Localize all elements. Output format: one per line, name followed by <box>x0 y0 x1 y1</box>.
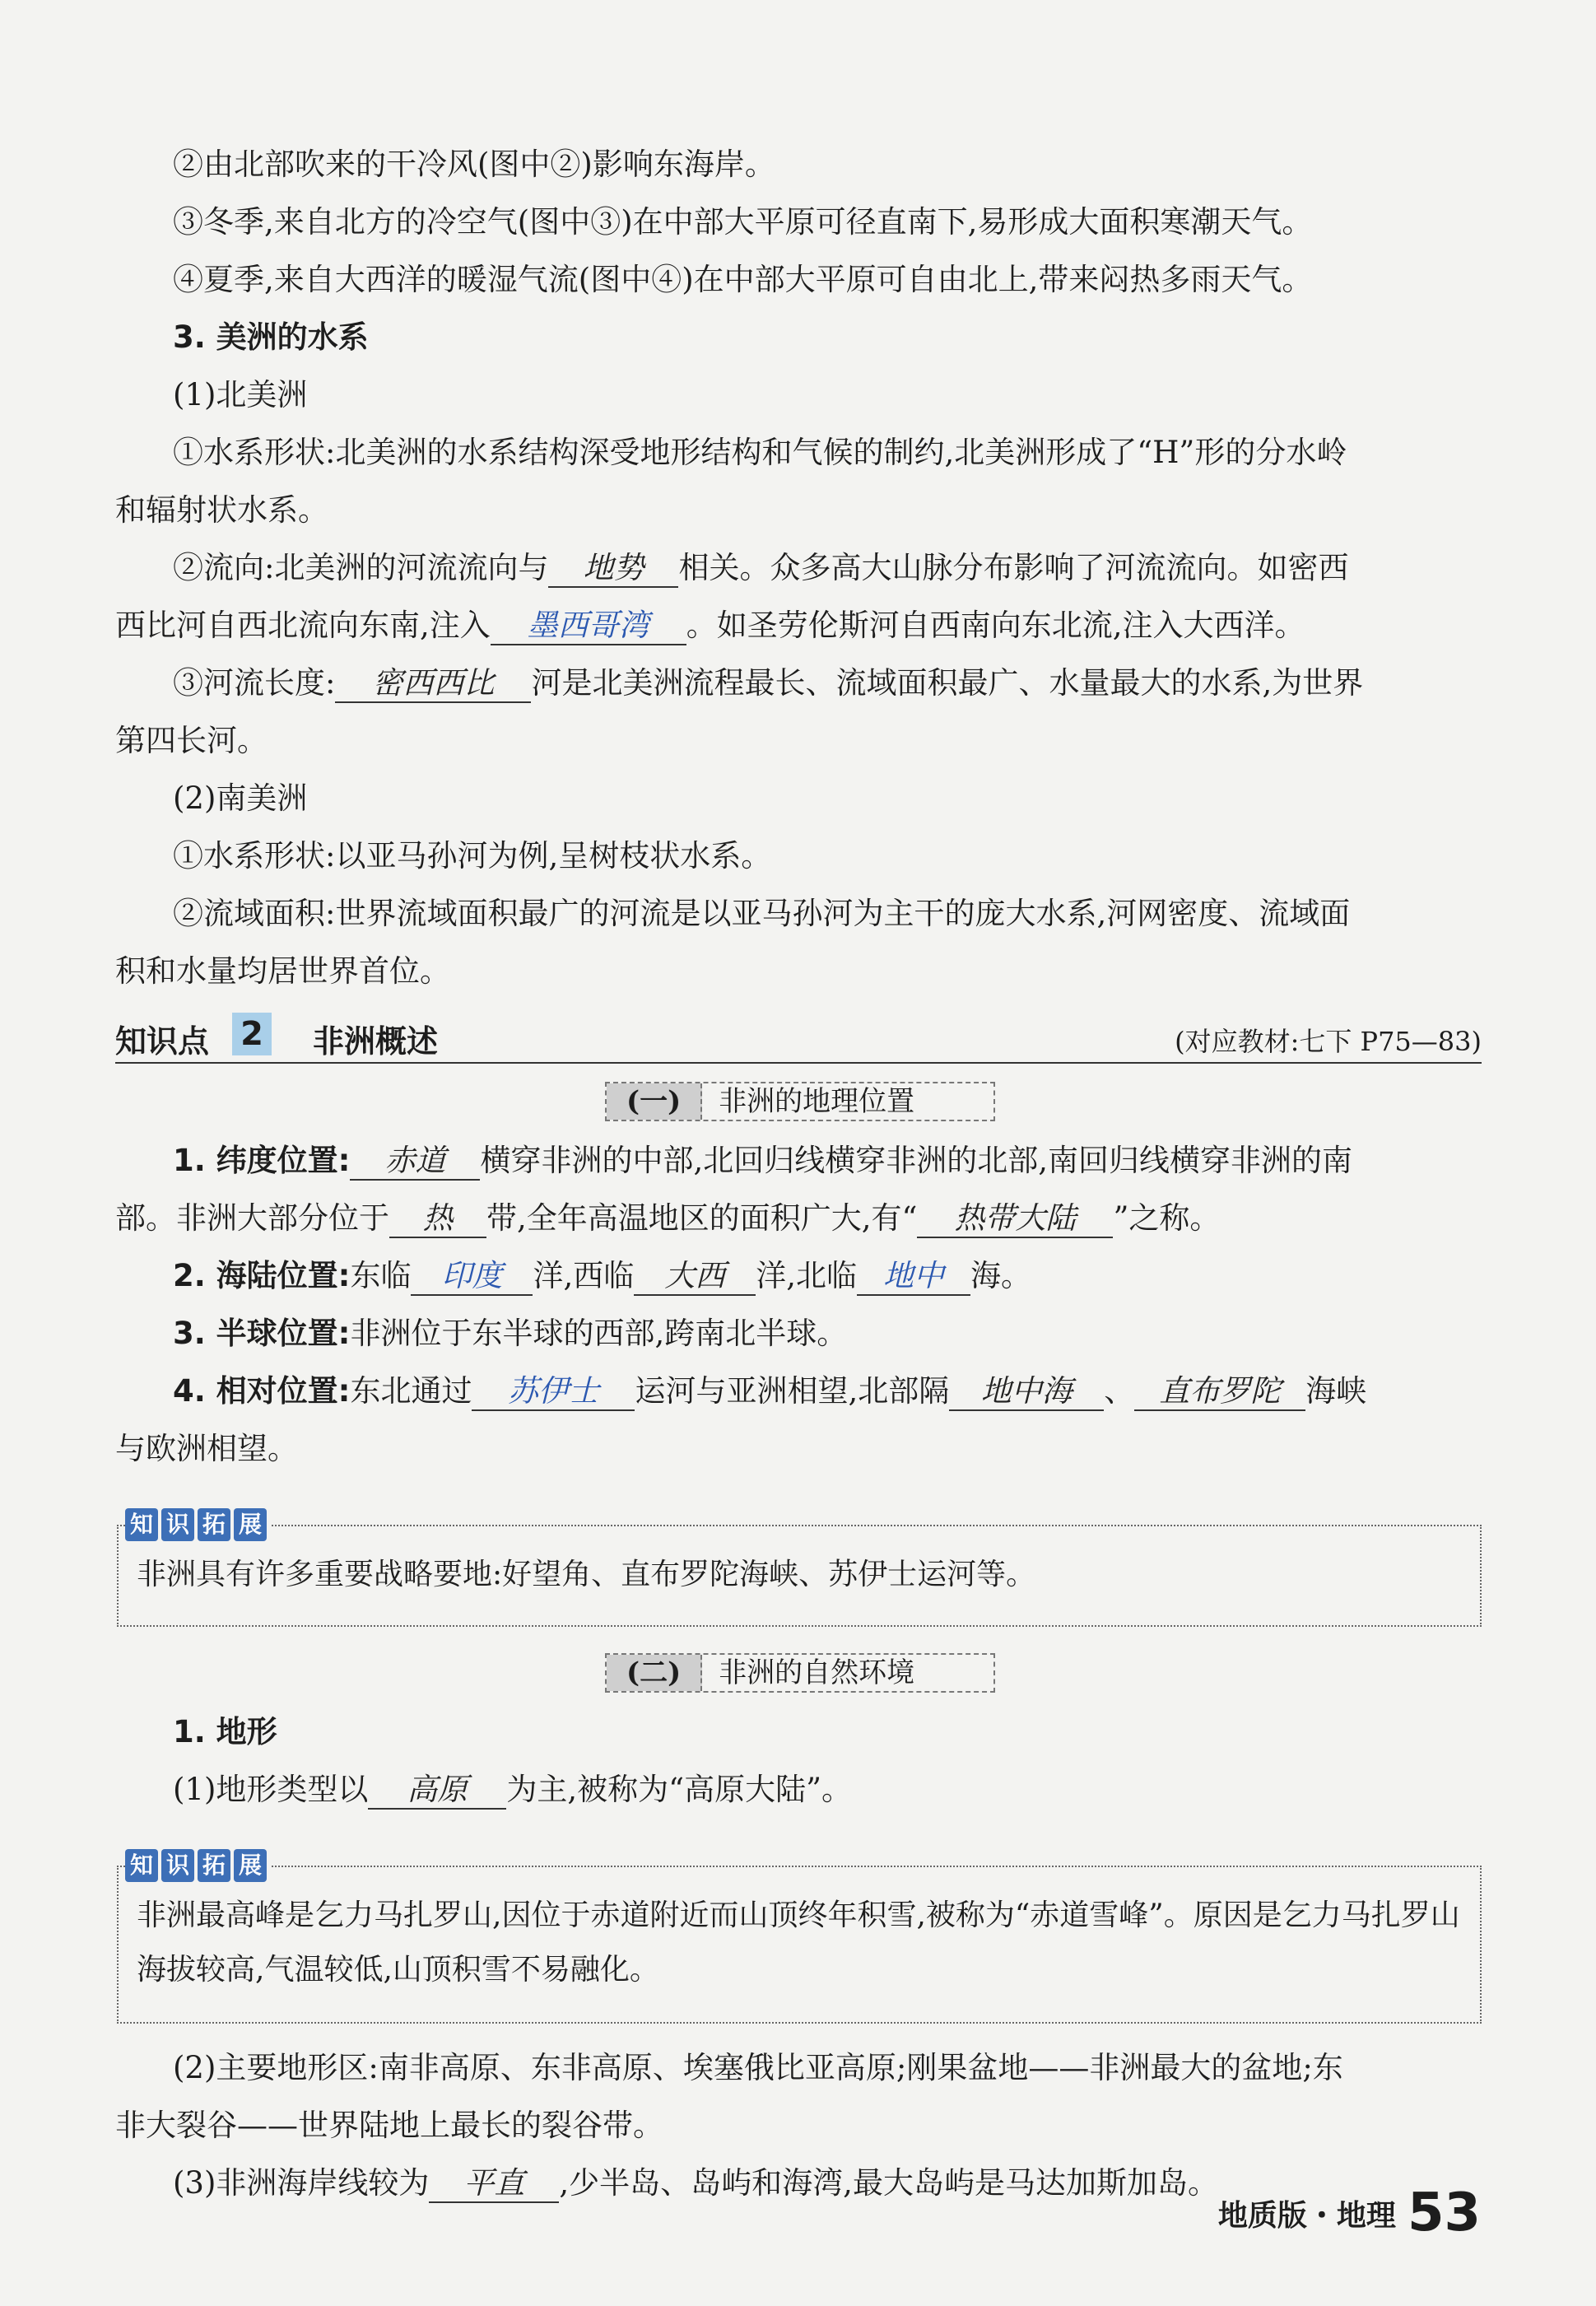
climate-line-3: ③冬季,来自北方的冷空气(图中③)在中部大平原可径直南下,易形成大面积寒潮天气。 <box>173 204 1313 240</box>
subsection-header-2: (二) 非洲的自然环境 <box>605 1653 995 1693</box>
climate-line-2: ②由北部吹来的干冷风(图中②)影响东海岸。 <box>173 147 775 182</box>
blank-answer: 地中海 <box>949 1373 1104 1411</box>
sa-heading: (2)南美洲 <box>173 780 308 816</box>
section-label: 知识点 <box>115 1023 210 1060</box>
blank-answer: 热带大陆 <box>917 1200 1113 1238</box>
page-number: 53 <box>1407 2183 1481 2243</box>
na-flow-line-1: ②流向:北美洲的河流流向与 地势 相关。众多高大山脉分布影响了河流流向。如密西 <box>173 548 1482 588</box>
knowledge-extension-box-2 <box>117 1852 1482 2024</box>
na-length-line-2: 第四长河。 <box>115 723 268 758</box>
coastline-line: (3)非洲海岸线较为 平直 ,少半岛、岛屿和海湾,最大岛屿是马达加斯加岛。 <box>173 2164 1482 2203</box>
subsection-header-1: (一) 非洲的地理位置 <box>605 1082 995 1121</box>
na-length-line-1: ③河流长度: 密西西比 河是北美洲流程最长、流域面积最广、水量最大的水系,为世界 <box>173 664 1482 703</box>
blank-answer: 热 <box>389 1200 486 1238</box>
sa-shape-line: ①水系形状:以亚马孙河为例,呈树枝状水系。 <box>173 838 772 873</box>
relative-line-2: 与欧洲相望。 <box>115 1431 298 1466</box>
blank-answer: 地势 <box>548 550 678 588</box>
hemisphere-line: 3. 半球位置:非洲位于东半球的西部,跨南北半球。 <box>173 1316 848 1351</box>
relative-line-1: 4. 相对位置:东北通过 苏伊士 运河与亚洲相望,北部隔 地中海 、 直布罗陀 海峡 <box>173 1372 1482 1411</box>
terrain-type-line: (1)地形类型以 高原 为主,被称为“高原大陆”。 <box>173 1770 1482 1810</box>
extension-text-1: 非洲具有许多重要战略要地:好望角、直布罗陀海峡、苏伊士运河等。 <box>137 1558 1036 1591</box>
blank-answer: 密西西比 <box>335 665 531 703</box>
sea-land-line: 2. 海陆位置:东临 印度 洋,西临 大西 洋,北临 地中 海。 <box>173 1256 1482 1296</box>
terrain-regions-line-1: (2)主要地形区:南非高原、东非高原、埃塞俄比亚高原;刚果盆地——非洲最大的盆地;东 <box>173 2050 1343 2085</box>
terrain-heading: 1. 地形 <box>173 1714 277 1749</box>
footer-brand: 地质版・地理 <box>1217 2199 1396 2233</box>
section-header <box>115 1013 1482 1064</box>
section-title: 非洲概述 <box>313 1023 439 1060</box>
blank-answer: 大西 <box>634 1258 756 1296</box>
extension-text-2: 非洲最高峰是乞力马扎罗山,因位于赤道附近而山顶终年积雪,被称为“赤道雪峰”。原因是乞力马扎罗山海拔较高,气温较低,山顶积雪不易融化。 <box>137 1898 1460 1987</box>
water-heading: 3. 美洲的水系 <box>173 319 369 355</box>
blank-answer: 墨西哥湾 <box>491 608 686 645</box>
blank-answer: 平直 <box>429 2165 559 2203</box>
blank-answer: 直布罗陀 <box>1134 1373 1305 1411</box>
sa-area-line-1: ②流域面积:世界流域面积最广的河流是以亚马孙河为主干的庞大水系,河网密度、流域面 <box>173 896 1351 931</box>
section-number: 2 <box>232 1013 272 1055</box>
blank-answer: 苏伊士 <box>472 1373 635 1411</box>
blank-answer: 印度 <box>411 1258 533 1296</box>
section-reference: (对应教材:七下 P75—83) <box>1175 1026 1482 1057</box>
na-heading: (1)北美洲 <box>173 377 308 412</box>
climate-line-4: ④夏季,来自大西洋的暖湿气流(图中④)在中部大平原可自由北上,带来闷热多雨天气。 <box>173 262 1313 297</box>
blank-answer: 赤道 <box>350 1143 480 1181</box>
na-shape-line-2: 和辐射状水系。 <box>115 492 328 528</box>
blank-answer: 高原 <box>368 1772 506 1810</box>
na-flow-line-2: 西比河自西北流向东南,注入 墨西哥湾 。如圣劳伦斯河自西南向东北流,注入大西洋。 <box>115 606 1482 645</box>
terrain-regions-line-2: 非大裂谷——世界陆地上最长的裂谷带。 <box>115 2108 663 2143</box>
page-footer <box>1217 2182 1481 2243</box>
latitude-line-2: 部。非洲大部分位于 热 带,全年高温地区的面积广大,有“ 热带大陆 ”之称。 <box>115 1199 1482 1238</box>
na-shape-line-1: ①水系形状:北美洲的水系结构深受地形结构和气候的制约,北美洲形成了“H”形的分水岭 <box>173 435 1347 470</box>
blank-answer: 地中 <box>857 1258 970 1296</box>
sa-area-line-2: 积和水量均居世界首位。 <box>115 953 450 989</box>
latitude-line-1: 1. 纬度位置: 赤道 横穿非洲的中部,北回归线横穿非洲的北部,南回归线横穿非洲的南 <box>173 1141 1482 1181</box>
knowledge-extension-box-1 <box>117 1511 1482 1627</box>
knowledge-extension-badge: 知 识 拓 展 <box>125 1849 272 1882</box>
knowledge-extension-badge: 知 识 拓 展 <box>125 1508 272 1541</box>
